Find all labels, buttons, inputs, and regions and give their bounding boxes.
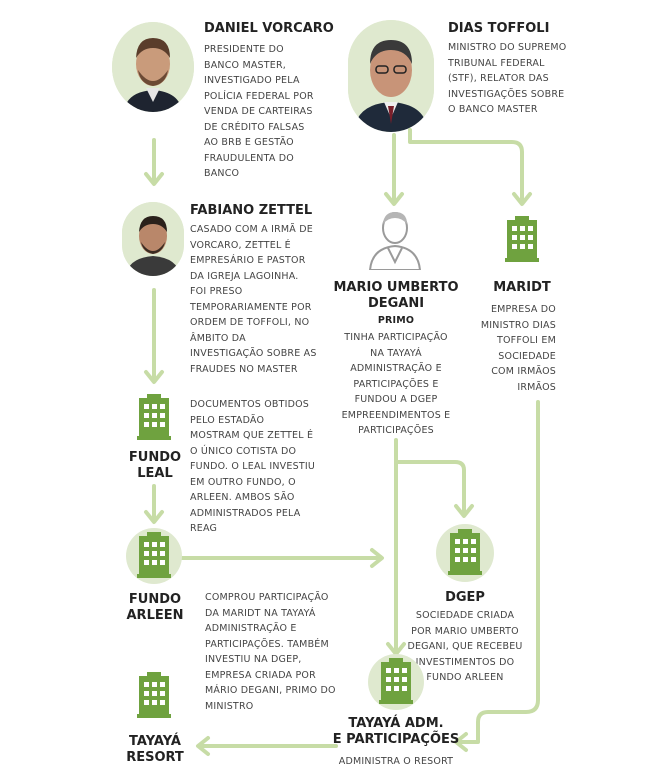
name-line: TAYAYÁ ADM. [348, 716, 444, 731]
fundo-leal-name [120, 450, 190, 482]
desc-line: FUNDOU A DGEP [354, 394, 438, 405]
fundo-arleen-description [205, 590, 336, 714]
desc-line: REAG [190, 523, 218, 534]
desc-line: MÁRIO DEGANI, PRIMO DO [205, 685, 336, 696]
degani-silhouette [366, 204, 424, 270]
zettel-description [190, 222, 317, 377]
desc-line: DA MARIDT NA TAYAYÁ [205, 607, 316, 619]
name-line: FUNDO [128, 592, 182, 607]
desc-line: PARTICIPAÇÕES. TAMBÉM [205, 638, 329, 650]
desc-line: MOSTRAM QUE ZETTEL É [190, 430, 314, 441]
name-line: RESORT [126, 750, 184, 765]
desc-line: DOCUMENTOS OBTIDOS [190, 399, 310, 410]
desc-line: POLÍCIA FEDERAL POR [204, 90, 314, 102]
desc-line: EMPRESA CRIADA POR [205, 669, 316, 681]
desc-line: (STF), RELATOR DAS [448, 73, 549, 84]
desc-line: MINISTRO DO SUPREMO [448, 42, 567, 53]
maridt-name: MARIDT [493, 280, 551, 295]
desc-line: PARTICIPAÇÕES E [353, 378, 439, 390]
name-line: TAYAYÁ [129, 734, 181, 749]
desc-line: MINISTRO [205, 700, 254, 712]
zettel-photo [122, 202, 184, 276]
person-photo-icon [112, 22, 194, 112]
desc-line: ADMINISTRAÇÃO E [350, 363, 442, 374]
desc-line: ÂMBITO DA [190, 332, 246, 344]
degani-relation: PRIMO [377, 315, 415, 326]
vorcaro-description [204, 42, 314, 182]
desc-line: CASADO COM A IRMÃ DE [190, 224, 313, 235]
desc-line: EMPRESÁRIO E PASTOR [190, 255, 306, 266]
name-line: ARLEEN [126, 608, 184, 623]
desc-line: O ÚNICO COTISTA DO [190, 445, 297, 457]
desc-line: FRAUDES NO MASTER [190, 363, 298, 375]
person-silhouette-icon [366, 204, 424, 270]
desc-line: TOFFOLI EM [497, 335, 556, 346]
vorcaro-name: DANIEL VORCARO [204, 21, 334, 36]
desc-line: BANCO [204, 168, 240, 179]
tayaya-adm-name [326, 716, 466, 748]
tayaya-adm-building-icon [379, 658, 413, 704]
desc-line: SOCIEDADE CRIADA [415, 610, 515, 621]
desc-line: BANCO MASTER, [204, 59, 287, 71]
desc-line: ADMINISTRADOS PELA [190, 507, 301, 519]
name-line: LEAL [137, 466, 173, 481]
desc-line: TINHA PARTICIPAÇÃO [344, 332, 448, 343]
desc-line: INVESTIGAÇÕES SOBRE [448, 88, 565, 100]
tayaya-resort-building-icon [137, 672, 171, 718]
degani-name [330, 280, 462, 312]
name-line: DEGANI [367, 296, 425, 311]
desc-line: DE CRÉDITO FALSAS [204, 121, 305, 133]
dgep-name: DGEP [445, 590, 485, 605]
person-photo-icon [122, 202, 184, 276]
desc-line: AO BRB E GESTÃO [204, 137, 294, 148]
desc-line: PARTICIPAÇÕES [358, 425, 434, 436]
maridt-description [466, 302, 556, 395]
desc-line: FOI PRESO [190, 286, 243, 297]
fundo-leal-building-icon [137, 394, 171, 440]
toffoli-description [448, 40, 566, 118]
fundo-leal-description [190, 397, 315, 537]
desc-line: COMPROU PARTICIPAÇÃO [205, 592, 329, 603]
desc-line: POR MARIO UMBERTO [411, 625, 519, 637]
toffoli-name: DIAS TOFFOLI [448, 21, 550, 36]
desc-line: ADMINISTRAÇÃO E [205, 623, 297, 634]
desc-line: IRMÃOS [517, 381, 556, 393]
desc-line: PELO ESTADÃO [190, 414, 265, 426]
desc-line: FRAUDULENTA DO [204, 152, 294, 164]
name-line: FUNDO [128, 450, 182, 465]
fundo-arleen-name [116, 592, 194, 624]
desc-line: VENDA DE CARTEIRAS [204, 106, 313, 117]
name-line: MARIO UMBERTO [333, 280, 459, 295]
desc-line: EM OUTRO FUNDO, O [190, 476, 296, 488]
toffoli-photo [348, 20, 434, 132]
maridt-building-icon [505, 216, 539, 262]
person-photo-icon [348, 20, 434, 132]
desc-line: SOCIEDADE [498, 350, 556, 362]
vorcaro-photo [112, 22, 194, 112]
desc-line: INVESTIGAÇÃO SOBRE AS [190, 348, 317, 359]
tayaya-resort-name [116, 734, 194, 766]
dgep-building-icon [448, 529, 482, 575]
desc-line: INVESTIGADO PELA [204, 75, 300, 86]
desc-line: FUNDO. O LEAL INVESTIU [190, 461, 315, 472]
desc-line: PRESIDENTE DO [204, 44, 284, 55]
desc-line: NA TAYAYÁ [370, 347, 422, 359]
degani-description [330, 330, 462, 439]
desc-line: ORDEM DE TOFFOLI, NO [190, 317, 310, 328]
fundo-arleen-building-icon [137, 532, 171, 578]
desc-line: INVESTIMENTOS DO [415, 656, 515, 668]
connector-degani-dgep [396, 462, 464, 514]
desc-line: EMPRESA DO [490, 304, 556, 315]
desc-line: O BANCO MASTER [448, 104, 538, 115]
desc-line: FUNDO ARLEEN [426, 672, 504, 683]
desc-line: COM IRMÃOS [491, 366, 556, 377]
desc-line: DEGANI, QUE RECEBEU [407, 641, 523, 652]
desc-line: DA IGREJA LAGOINHA. [190, 270, 299, 282]
connector-toffoli-maridt [410, 130, 522, 202]
tayaya-adm-description: ADMINISTRA O RESORT [338, 756, 454, 767]
desc-line: TEMPORARIAMENTE POR [190, 301, 312, 313]
desc-line: MINISTRO DIAS [480, 319, 556, 331]
name-line: E PARTICIPAÇÕES [332, 732, 460, 747]
desc-line: VORCARO, ZETTEL É [190, 239, 291, 251]
desc-line: INVESTIU NA DGEP, [205, 654, 302, 665]
desc-line: EMPREENDIMENTOS E [341, 409, 451, 421]
zettel-name: FABIANO ZETTEL [190, 203, 313, 218]
desc-line: ARLEEN. AMBOS SÃO [190, 492, 295, 503]
desc-line: TRIBUNAL FEDERAL [448, 57, 545, 69]
